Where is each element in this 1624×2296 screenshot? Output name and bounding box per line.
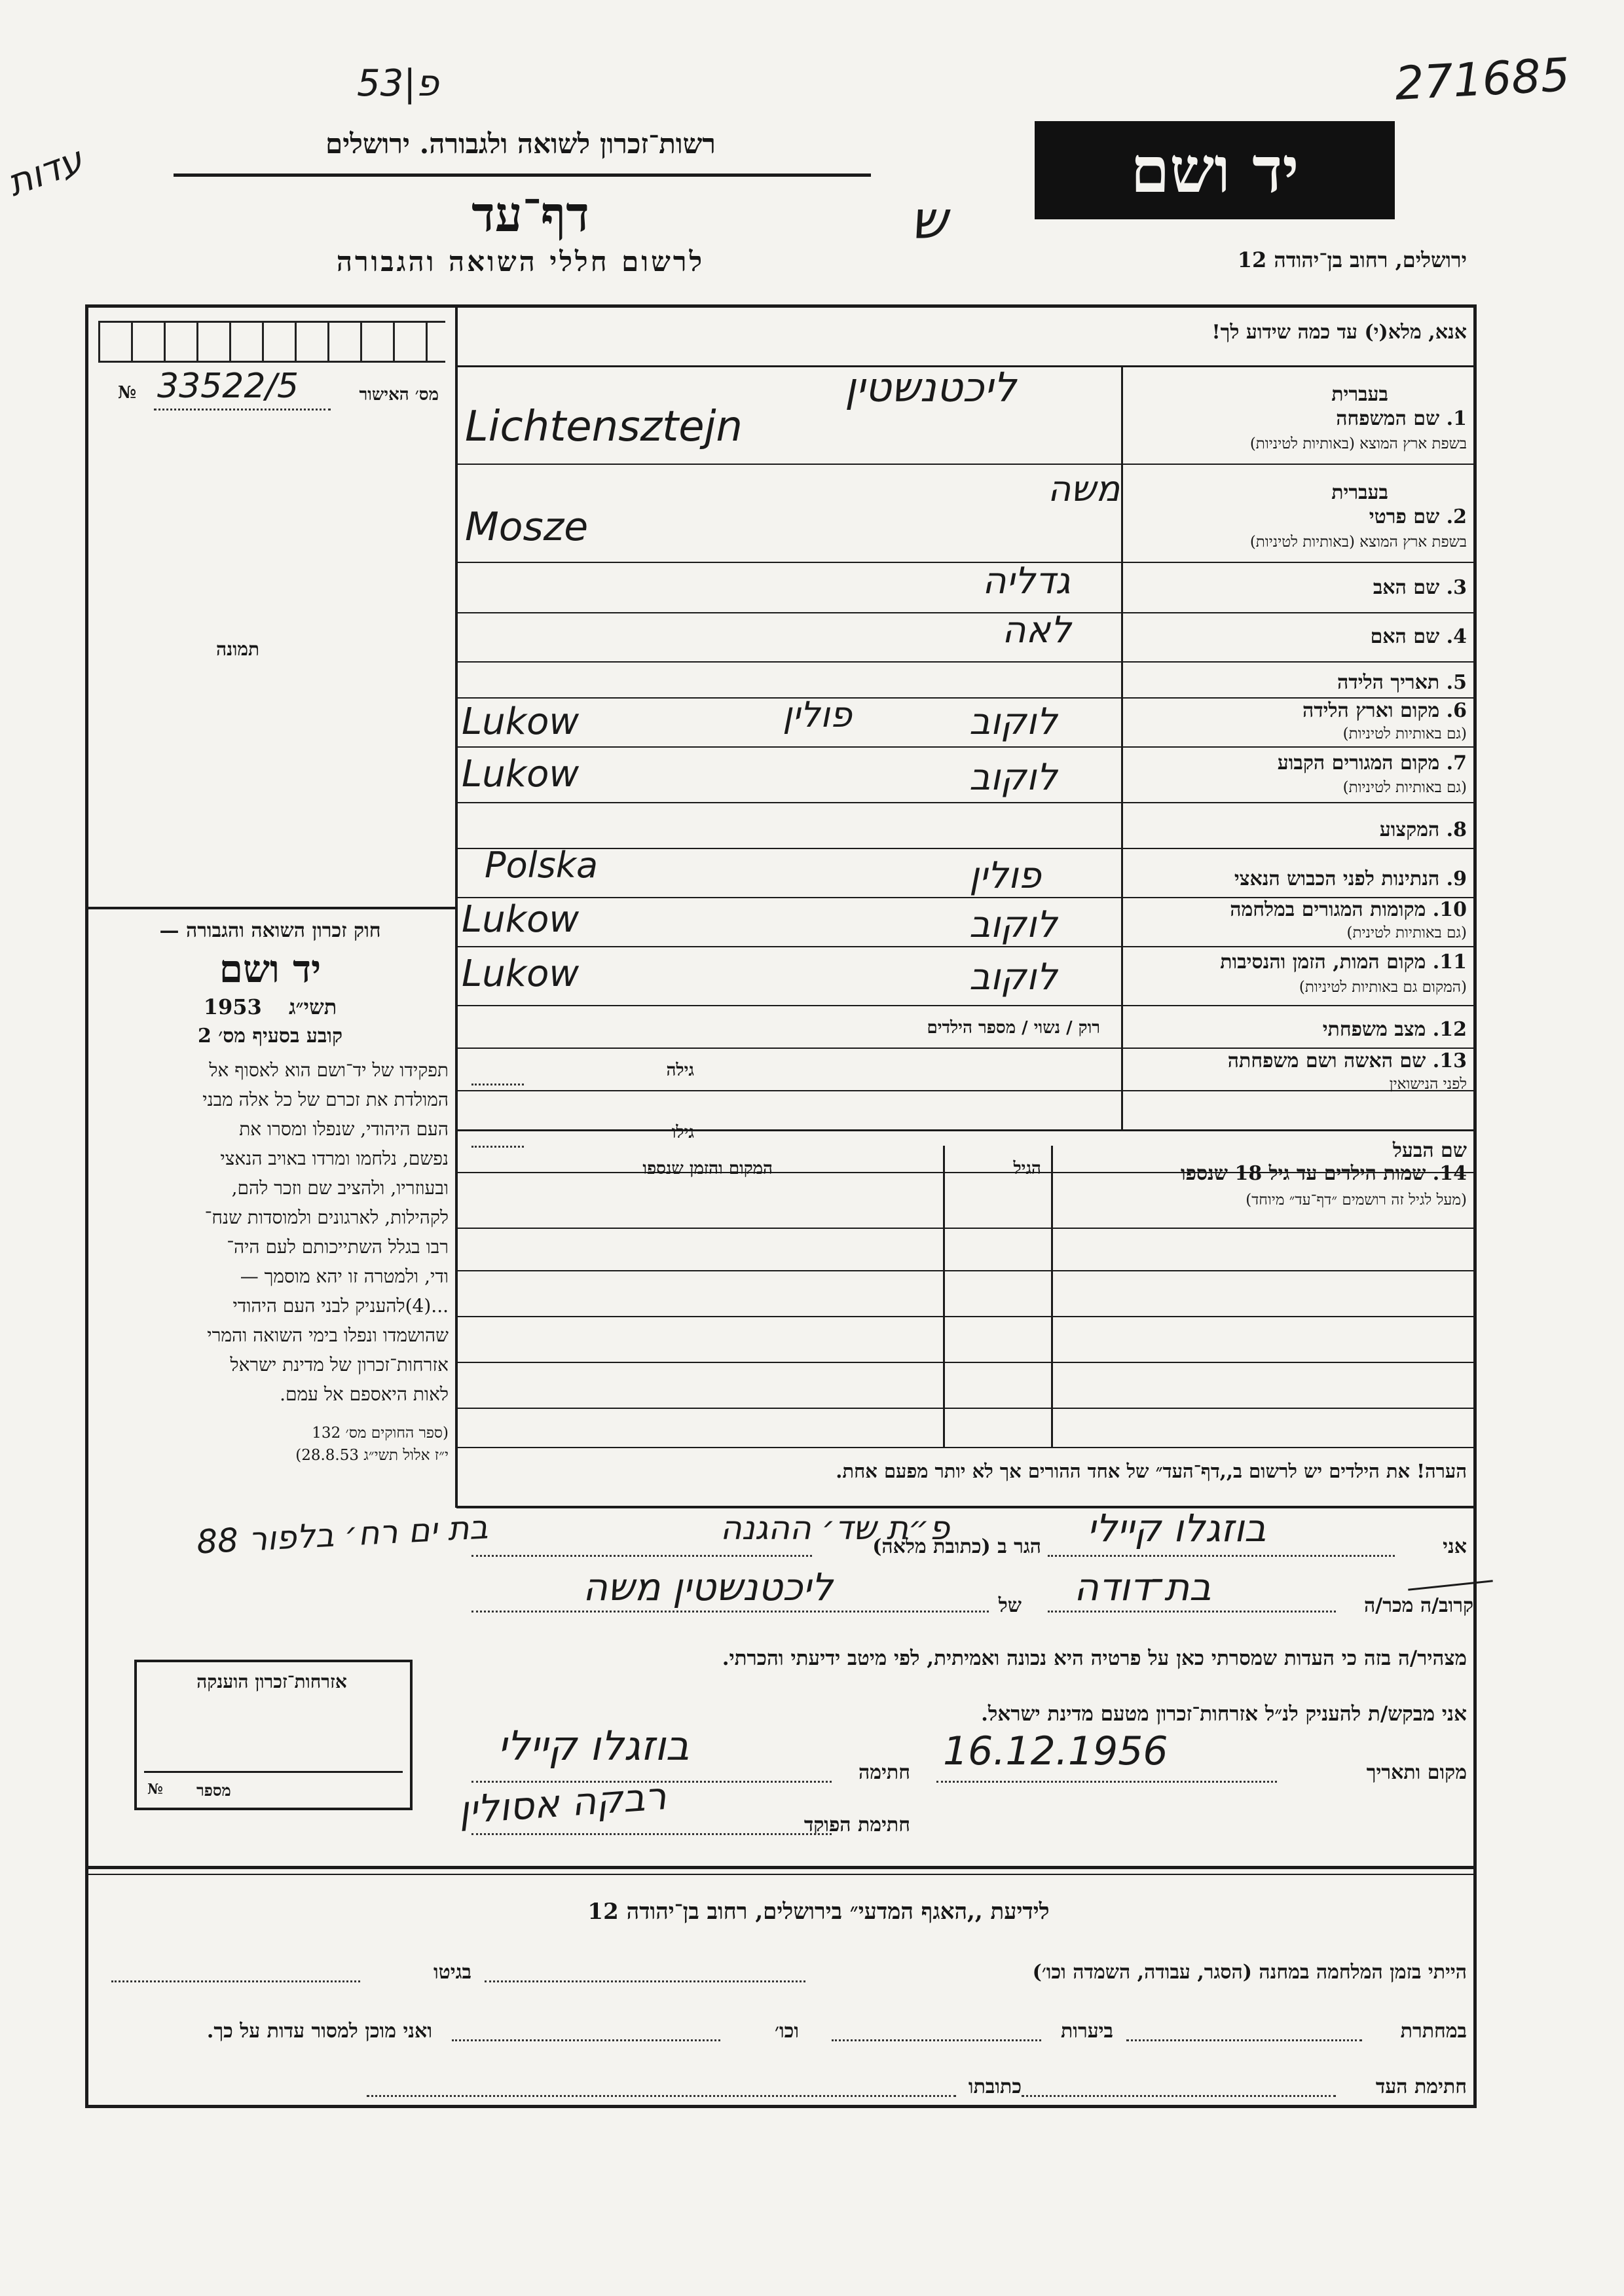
in-hebrew-2: בעברית — [1331, 481, 1388, 504]
form-intro: אנא, מלא(י) עד כמה שידוע לך! — [1211, 321, 1467, 344]
field-11-label: 11. מקום המות, הזמן והנסיבות — [1220, 951, 1467, 974]
row-line-5 — [456, 697, 1475, 699]
law-panel — [92, 917, 449, 1467]
footer-rule-1 — [88, 1866, 1473, 1869]
stamp-number-prefix: № — [147, 1781, 163, 1798]
row-line-11 — [456, 1005, 1475, 1006]
field-2-label: 2. שם פרטי — [1369, 505, 1467, 528]
birth-country-hebrew: פולין — [783, 694, 852, 735]
law-section: קובע בסעיף מס׳ 2 — [197, 1025, 343, 1048]
cert-number: 33522/5 — [157, 367, 299, 406]
birthplace-latin: Lukow — [462, 701, 580, 743]
witness-name-line — [1048, 1555, 1395, 1557]
husband-label: שם הבעל — [1392, 1139, 1467, 1162]
children-row-1 — [456, 1228, 1475, 1229]
footer-ghetto-blank — [111, 1980, 360, 1982]
stamp-title: אזרחות־זכרון הוענקה — [196, 1671, 347, 1692]
footer-address: כתובתו — [968, 2075, 1022, 2098]
field-3-label: 3. שם האב — [1373, 576, 1467, 599]
witness-address-2: בת ים רח׳ בלפור 88 — [195, 1508, 489, 1561]
footer-witness-sig: חתימת העד — [1375, 2075, 1467, 2098]
field-1-label: 1. שם המשפחה — [1336, 407, 1467, 430]
row-line-14 — [456, 1129, 1475, 1131]
law-text — [92, 1055, 449, 1409]
wartime-residence-hebrew: לוקוב — [969, 903, 1058, 946]
footer-line-1-blank — [485, 1980, 805, 1982]
in-hebrew-1: בעברית — [1331, 383, 1388, 406]
witness-i-label: אני — [1443, 1535, 1467, 1558]
relation-line — [1048, 1611, 1336, 1613]
footer-etc: וכו׳ — [775, 2020, 799, 2043]
org-underline — [174, 173, 871, 177]
cert-prefix: № — [118, 383, 137, 403]
law-text-line: העם היהודי, שנפלו ומסרו את — [239, 1118, 449, 1140]
footer-witness-sig-blank — [1022, 2095, 1336, 2097]
footer-forests-blank — [832, 2039, 1041, 2041]
field-2-sub: בשפת ארץ המוצא (באותיות לטיניות) — [1249, 534, 1467, 551]
testimony-date: 16.12.1956 — [943, 1728, 1168, 1774]
law-text-line: ...(4)להעניק לבני העם היהודי — [232, 1295, 449, 1317]
of-label: של — [998, 1594, 1022, 1617]
relation-label: קרוב/ה מכר/ה — [1364, 1594, 1473, 1617]
officer-label: חתימת הפוקד — [803, 1813, 910, 1836]
signature-label: חתימה — [858, 1761, 910, 1784]
cert-number-row — [98, 367, 445, 412]
law-text-line: אזרחות־זכרון של מדינת ישראל — [230, 1354, 449, 1376]
law-text-line: לקהילות, לארגונים ולמוסדות שנח־ — [204, 1207, 449, 1228]
law-text-line: רבו בגלל השתייכותם לעם היה־ — [227, 1236, 449, 1258]
wife-age-label: גילה — [666, 1061, 694, 1080]
children-row-2 — [456, 1270, 1475, 1271]
field-13-label: 13. שם האשה ושם משפחתה — [1227, 1049, 1467, 1072]
yad-vashem-logo — [1035, 121, 1395, 219]
surname-hebrew: ליכטנשטין — [845, 363, 1016, 411]
field-7-label: 7. מקום המגורים הקבוע — [1277, 752, 1467, 774]
surname-latin: Lichtensztejn — [465, 403, 743, 451]
law-year-hebrew: תשי״ג — [288, 994, 337, 1019]
birthplace-hebrew: לוקוב — [969, 701, 1058, 743]
law-text-line: שהושמדו ונפלו בימי השואה והמרי — [207, 1324, 449, 1346]
law-text-line: תפקידו של יד־ושם הוא לאסוף אל — [209, 1059, 449, 1081]
footer-underground: במחתרת — [1400, 2020, 1467, 2043]
witness-signature: בוזגלו קיילי — [498, 1722, 690, 1770]
footer-ready: ואני מוכן למסור עדות על כך. — [206, 2020, 432, 2043]
law-panel-divider — [88, 907, 456, 909]
children-col-divider-1 — [1051, 1146, 1053, 1447]
org-line: רשות־זכרון לשואה ולגבורה. ירושלים — [325, 128, 716, 160]
death-place-hebrew: לוקוב — [969, 956, 1058, 998]
mother-name: לאה — [1002, 609, 1071, 651]
of-name-line — [471, 1611, 989, 1613]
declaration: מצהיר/ה בזה כי העדות שמסרתי כאן על פרטיה היא נכונה ואמיתית, לפי מיטב ידיעתי והכרתי. — [722, 1647, 1467, 1670]
footer-line-1: הייתי בזמן המלחמה במחנה (הסגר, עבודה, השמדה וכו׳) — [1032, 1961, 1467, 1984]
place-date-label: מקום ותאריך — [1366, 1761, 1467, 1784]
of-name: ליכטנשטין משה — [583, 1565, 833, 1609]
footer-ghetto: בגיטו — [433, 1961, 471, 1984]
field-11-sub: (המקום גם באותיות לטיניות) — [1299, 979, 1467, 996]
row-line-13 — [456, 1090, 1475, 1091]
given-name-hebrew: משה — [1048, 468, 1120, 509]
death-place-latin: Lukow — [462, 953, 580, 995]
label-column-divider — [1121, 367, 1123, 1129]
law-text-line: נפשם, נלחמו ומרדו באויב הנאצי — [220, 1148, 449, 1169]
law-text-line: לאות היאספם אל עמם. — [280, 1383, 449, 1405]
nationality-latin: Polska — [485, 845, 599, 886]
officer-line — [471, 1833, 832, 1835]
law-title: חוק זכרון השואה והגבורה — — [159, 919, 381, 942]
residence-hebrew: לוקוב — [969, 756, 1058, 799]
witness-address-line — [471, 1555, 812, 1557]
nationality-hebrew: פולין — [969, 854, 1041, 897]
field-9-label: 9. הנתינות לפני הכבוש הנאצי — [1234, 867, 1467, 890]
footer-heading: לידיעת ,,האגף המדעי״ בירושלים, רחוב בן־יהודה 12 — [587, 1899, 1050, 1925]
footer-etc-blank — [452, 2039, 720, 2041]
row-line-7 — [456, 802, 1475, 803]
form-title: דף־עד — [471, 187, 589, 243]
children-row-6 — [456, 1447, 1475, 1448]
footer-underground-blank — [1126, 2039, 1362, 2041]
field-13-sub: לפני הנישואין — [1389, 1076, 1467, 1093]
witness-name: בוזגלו קיילי — [1087, 1506, 1266, 1550]
law-year: 1953 — [203, 994, 262, 1019]
footer-address-blank — [367, 2095, 956, 2097]
law-name: יד ושם — [219, 947, 322, 991]
children-row-3 — [456, 1316, 1475, 1317]
row-line-6 — [456, 746, 1475, 748]
footer-rule-2 — [88, 1874, 1473, 1875]
marital-options: רוק / נשוי / מספר הילדים — [927, 1018, 1100, 1038]
field-7-sub: (גם באותיות לטיניות) — [1342, 779, 1467, 796]
center-check-mark: ש — [910, 190, 948, 251]
row-line-4 — [456, 661, 1475, 663]
law-text-line: ודי, ולמטרה זו יהא מוסמך — — [240, 1266, 449, 1287]
field-4-label: 4. שם האם — [1370, 625, 1467, 648]
form-subtitle: לרשום חללי השואה והגבורה — [336, 246, 705, 278]
law-ref-1: (ספר החוקים מס׳ 132 — [312, 1425, 449, 1442]
given-name-latin: Mosze — [465, 504, 589, 550]
wife-age-line — [471, 1084, 524, 1085]
officer-signature: רבקה אסולין — [457, 1774, 668, 1832]
logo-text: יד ושם — [1130, 133, 1299, 207]
stamp-number-line — [144, 1771, 403, 1773]
field-8-label: 8. המקצוע — [1379, 818, 1467, 841]
residence-latin: Lukow — [462, 753, 580, 795]
field-10-sub: (גם באותיות לטינית) — [1346, 924, 1467, 941]
children-col-place: המקום והזמן שנספו — [642, 1159, 773, 1178]
footer-forests: ביערות — [1060, 2020, 1113, 2043]
header-address: ירושלים, רחוב בן־יהודה 12 — [1237, 247, 1467, 272]
field-6-sub: (גם באותיות לטיניות) — [1342, 725, 1467, 742]
top-page-number: 53|פ — [357, 62, 439, 105]
field-1-sub: בשפת ארץ המוצא (באותיות לטיניות) — [1249, 435, 1467, 452]
row-line-2 — [456, 562, 1475, 563]
children-row-5 — [456, 1408, 1475, 1409]
cert-label: מס׳ האישור — [359, 385, 439, 405]
cert-tick-boxes — [98, 321, 445, 363]
children-row-4 — [456, 1362, 1475, 1363]
row-line-3 — [456, 612, 1475, 613]
margin-scribble: עדות — [1, 138, 89, 206]
witness-address: פ״ת שד׳ ההגנה — [720, 1509, 950, 1547]
field-14-sub: (מעל לגיל זה רושמים ״דף־עד״ מיוחד) — [1246, 1192, 1467, 1209]
wartime-residence-latin: Lukow — [462, 898, 580, 941]
husband-age-label: גילו — [671, 1123, 694, 1142]
date-line — [936, 1781, 1277, 1783]
children-col-age: הגיל — [1013, 1159, 1041, 1178]
field-14-label: 14. שמות הילדים עד גיל 18 שנספו — [1180, 1162, 1467, 1185]
law-text-line: ובעוזריו, ולהציב שם וזכר להם, — [231, 1177, 449, 1199]
field-12-label: 12. מצב משפחתי — [1322, 1018, 1467, 1041]
row-line-1 — [456, 464, 1475, 465]
citizenship-request: אני מבקש/ת להעניק לנ״ל אזרחות־זכרון מטעם מדינת ישראל. — [981, 1702, 1467, 1726]
law-ref-2: י״ז אלול תשי״ג 28.8.53) — [295, 1447, 449, 1464]
children-note: הערה! את הילדים יש לרשום ב,,דף־העד״ של אחד ההורים אך לא יותר מפעם אחת. — [836, 1460, 1467, 1482]
field-6-label: 6. מקום וארץ הלידה — [1302, 699, 1467, 722]
husband-age-line — [471, 1146, 524, 1148]
law-text-line: המולדת את זכרם של כל אלה מבני — [202, 1089, 449, 1110]
row-line-10 — [456, 946, 1475, 947]
field-5-label: 5. תאריך הלידה — [1337, 671, 1467, 694]
father-name: גדליה — [982, 560, 1071, 602]
relation-value: בת־דודה — [1074, 1565, 1211, 1609]
row-line-12 — [456, 1048, 1475, 1049]
law-year-row — [92, 993, 449, 1021]
witness-resides-label: הגר ב (כתובת מלאה) — [872, 1535, 1041, 1558]
stamp-number-label: מספר — [196, 1781, 231, 1800]
field-10-label: 10. מקומות המגורים במלחמה — [1230, 898, 1467, 921]
children-col-divider-2 — [943, 1146, 945, 1447]
photo-label: תמונה — [216, 638, 260, 660]
row-line-8 — [456, 848, 1475, 849]
note-divider — [456, 1506, 1475, 1508]
corner-record-number: 271685 — [1393, 48, 1572, 111]
